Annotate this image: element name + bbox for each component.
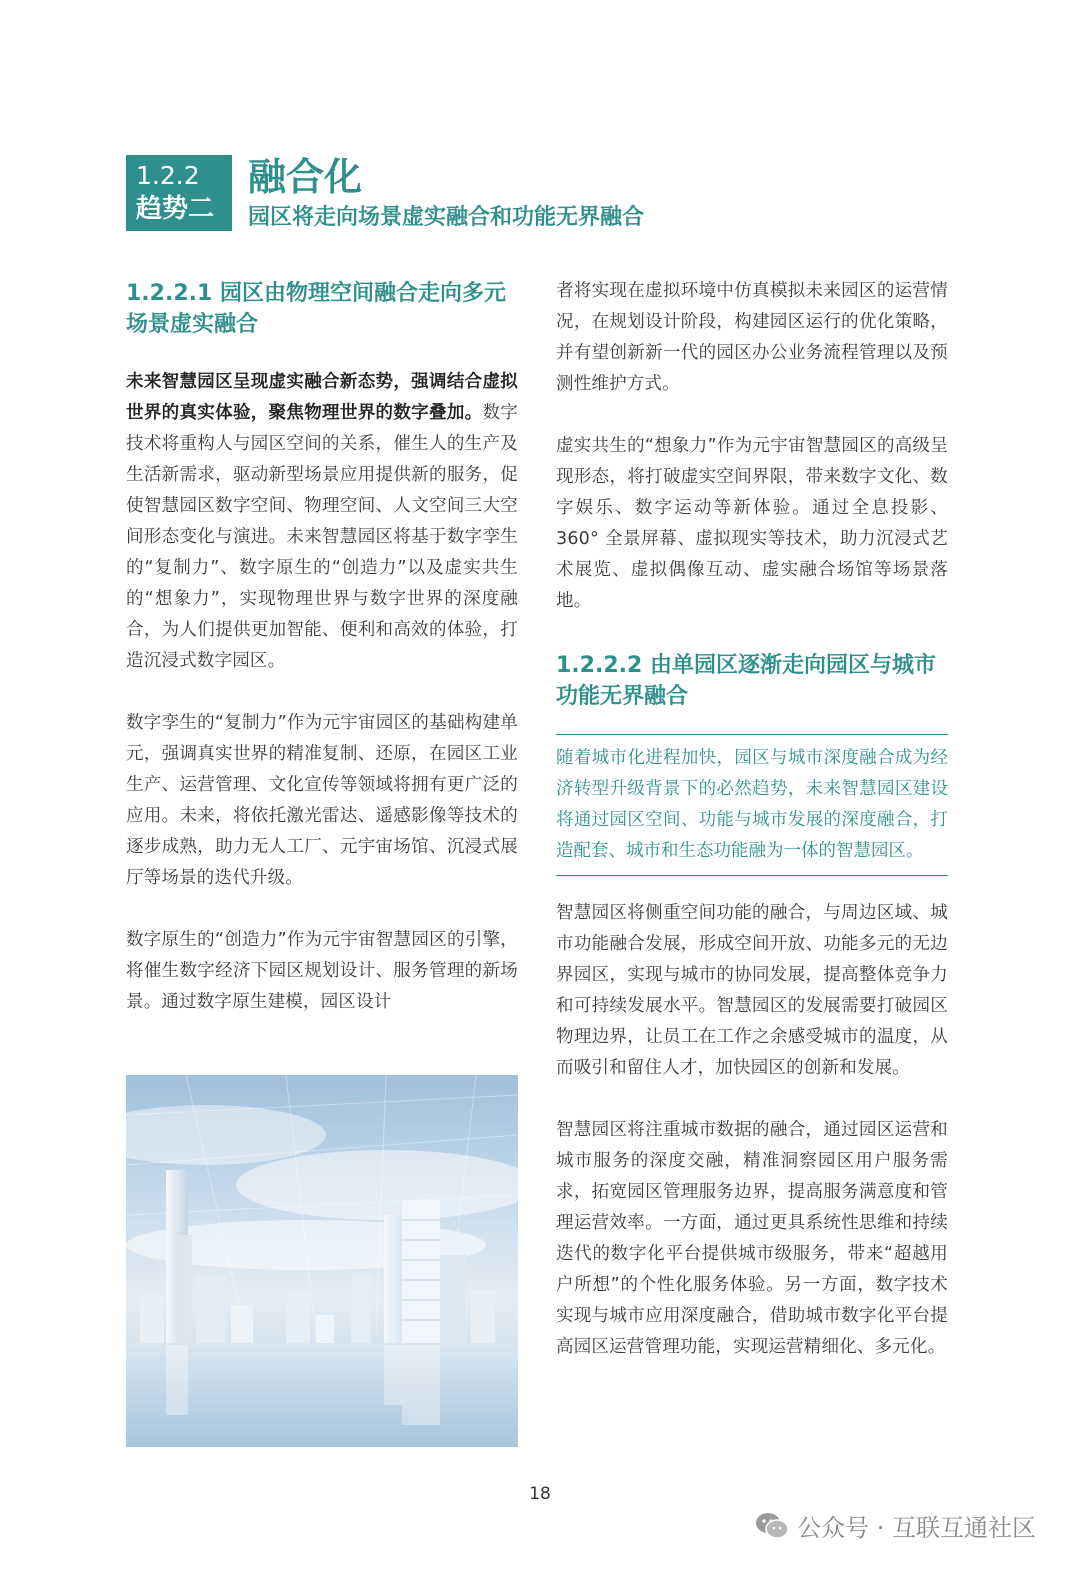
section-heading-2: 1.2.2.2 由单园区逐渐走向园区与城市功能无界融合 [556,653,936,709]
paragraph-imagination: 虚实共生的“想象力”作为元宇宙智慧园区的高级呈现形态，将打破虚实空间界限，带来数字文化、数字娱乐、数字运动等新体验。通过全息投影、360° 全景屏幕、虚拟现实等技术，助力沉浸式艺术展览、虚拟偶像互动、虚实融合场馆等场景落地。 [556,436,948,611]
right-column [556,276,948,1363]
intro-bold-text: 未来智慧园区呈现虚实融合新态势，强调结合虚拟世界的真实体验，聚焦物理世界的数字叠加。 [126,372,518,423]
paragraph-digital-native: 数字原生的“创造力”作为元宇宙智慧园区的引擎，将催生数字经济下园区规划设计、服务管理的新场景。通过数字原生建模，园区设计 [126,930,518,1012]
section-heading-1: 1.2.2.1 园区由物理空间融合走向多元场景虚实融合 [126,281,506,337]
left-column [126,278,518,1018]
intro-body-text: 数字技术将重构人与园区空间的关系，催生人的生产及生活新需求，驱动新型场景应用提供新的服务，促使智慧园区数字空间、物理空间、人文空间三大空间形态变化与演进。未来智慧园区将基于数字孪生的“复制力”、数字原生的“创造力”以及虚实共生的“想象力”，实现物理世界与数字世界的深度融合，为人们提供更加智能、便利和高效的体验，打造沉浸式数字园区。 [126,403,518,671]
section-badge [126,155,232,231]
paragraph-continued: 者将实现在虚拟环境中仿真模拟未来园区的运营情况，在规划设计阶段，构建园区运行的优化策略，并有望创新新一代的园区办公业务流程管理以及预测性维护方式。 [556,281,948,394]
page-subtitle: 园区将走向场景虚实融合和功能无界融合 [248,205,645,230]
wechat-icon [755,1511,789,1541]
city-skyline-image [126,1075,518,1447]
paragraph-city-data: 智慧园区将注重城市数据的融合，通过园区运营和城市服务的深度交融，精准洞察园区用户服务需求，拓宽园区管理服务边界，提高服务满意度和管理运营效率。一方面，通过更具系统性思维和持续迭代的数字化平台提供城市级服务，带来“超越用户所想”的个性化服务体验。另一方面，数字技术实现与城市应用深度融合，借助城市数字化平台提高园区运营管理功能，实现运营精细化、多元化。 [556,1120,948,1357]
page-title: 融合化 [248,155,363,199]
highlight-block: 随着城市化进程加快，园区与城市深度融合成为经济转型升级背景下的必然趋势，未来智慧园区建设将通过园区空间、功能与城市发展的深度融合，打造配套、城市和生态功能融为一体的智慧园区。 [556,734,948,876]
section-number: 1.2.2 [136,161,200,190]
paragraph-space-function: 智慧园区将侧重空间功能的融合，与周边区域、城市功能融合发展，形成空间开放、功能多元的无边界园区，实现与城市的协同发展，提高整体竞争力和可持续发展水平。智慧园区的发展需要打破园区物理边界，让员工在工作之余感受城市的温度，从而吸引和留住人才，加快园区的创新和发展。 [556,903,948,1078]
watermark [755,1508,1036,1543]
watermark-text: 公众号 · 互联互通社区 [797,1514,1036,1542]
page-number: 18 [529,1484,551,1504]
paragraph-digital-twin: 数字孪生的“复制力”作为元宇宙园区的基础构建单元，强调真实世界的精准复制、还原，在园区工业生产、运营管理、文化宣传等领域将拥有更广泛的应用。未来，将依托激光雷达、遥感影像等技术的逐步成熟，助力无人工厂、元宇宙场馆、沉浸式展厅等场景的迭代升级。 [126,713,518,888]
trend-label: 趋势二 [136,194,215,224]
paragraph-intro [126,367,518,677]
